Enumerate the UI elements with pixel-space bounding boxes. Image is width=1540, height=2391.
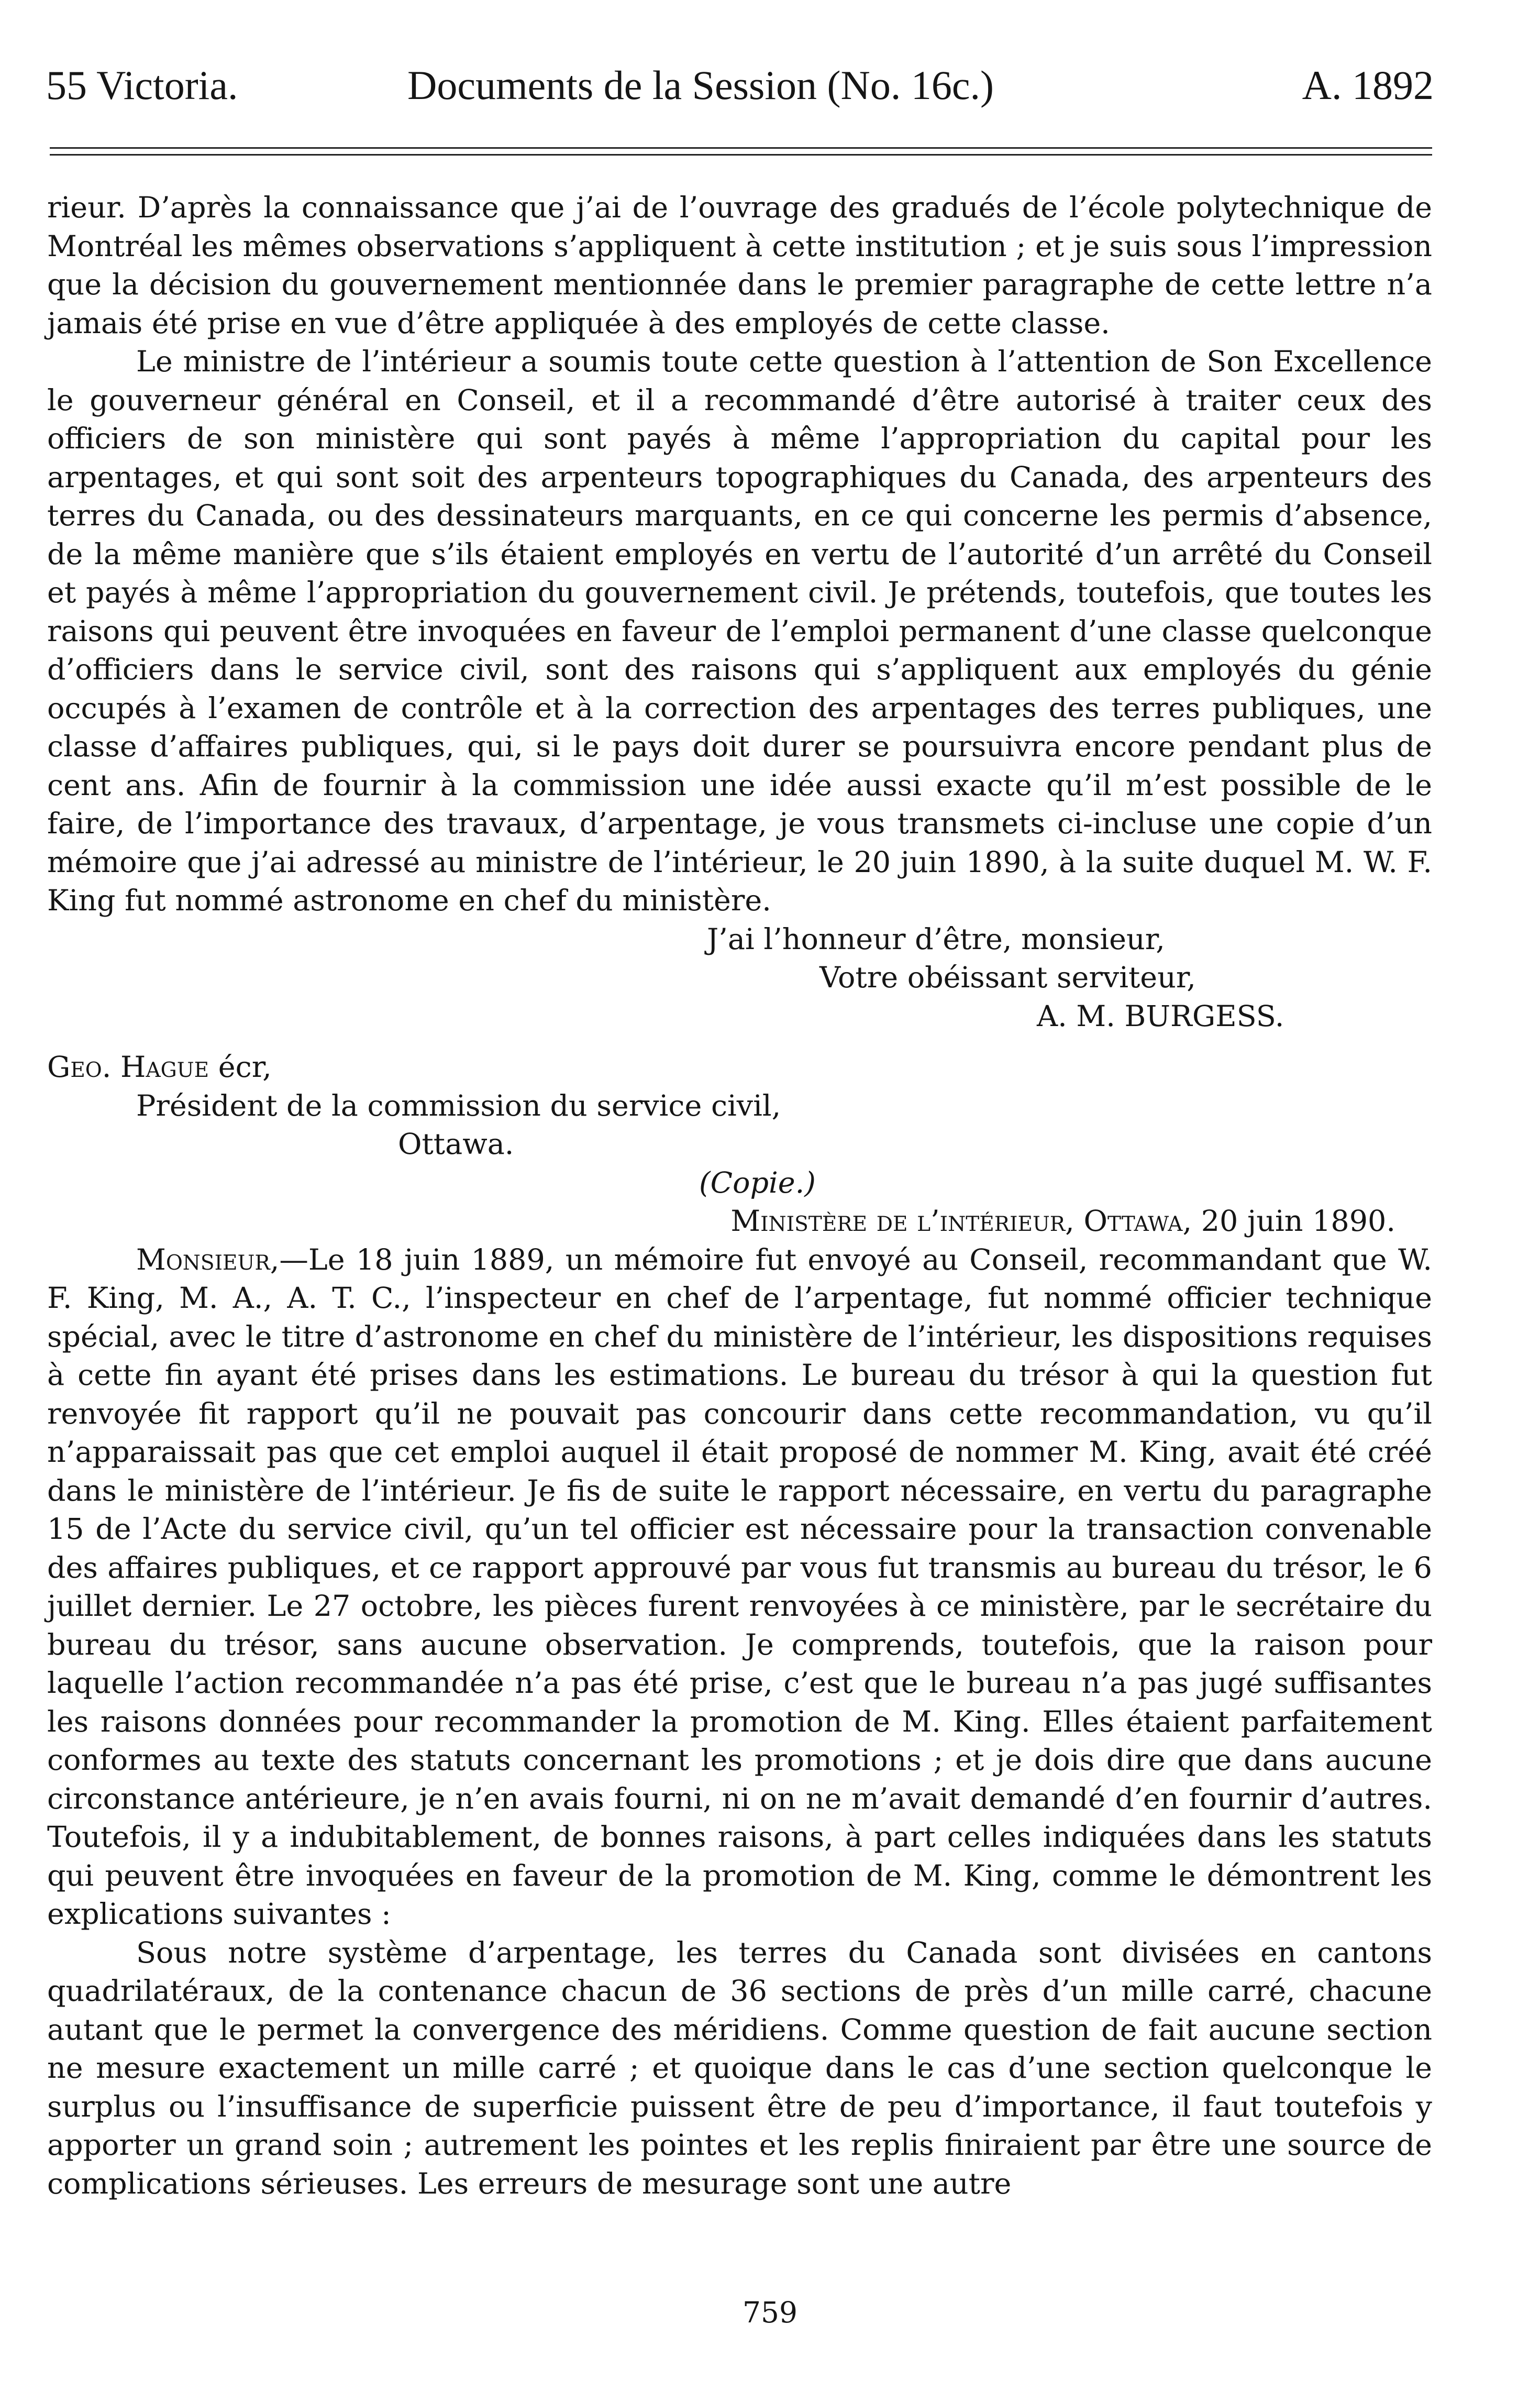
ministry-name: Ministère de l’intérieur, Ottawa, [730,1204,1192,1238]
paragraph-survey-system: Sous notre système d’arpentage, les terres du Canada sont divisées en cantons quadrilatéraux, de la contenance chacun de 36 sections de près d’un mille carré, chacune autant que le permet la convergence des méridiens. Comme question de fait aucune section ne mesure exactement un mille carré ; et quoique dans le cas d’une section quelconque le surplus ou l’insuffisance de superficie puissent être de peu d’importance, il faut toutefois y apporter un grand soin ; autrement les pointes et les replis finiraient par être une source de complications sérieuses. Les erreurs de mesurage sont une autre [47,1935,1432,2201]
body-text [47,189,1432,2203]
paragraph-continuation: rieur. D’après la connaissance que j’ai de l’ouvrage des gradués de l’école polytechnique de Montréal les mêmes observations s’appliquent à cette institution ; et je suis sous l’impression que la décision du gouvernement mentionnée dans le premier paragraphe de cette lettre n’a jamais été prise en vue d’être appliquée à des employés de cette classe. [47,191,1432,340]
salutation: Monsieur, [136,1242,280,1277]
closing-servant: Votre obéissant serviteur, [819,961,1196,995]
header-regnal-year: 55 Victoria. [46,62,238,108]
header-rule-top [50,147,1432,149]
copy-heading: (Copie.) [699,1165,816,1200]
header-document-title: Documents de la Session (No. 16c.) [407,62,994,108]
header-rule-bottom [50,154,1432,156]
ministry-dateline [47,1202,1432,1241]
addressee-name: Geo. Hague [47,1050,209,1084]
addressee-block [47,1048,1432,1164]
running-header [46,62,1434,109]
addressee-city: Ottawa. [398,1127,514,1161]
memo-text: —Le 18 juin 1889, un mémoire fut envoyé au Conseil, recommandant que W. F. King, M. A., A. T. C., l’inspecteur en chef de l’arpentage, fut nommé officier technique spécial, avec le titre d’astronome en chef du ministère de l’intérieur, les dispositions requises à cette fin ayant été prises dans les estimations. Le bureau du trésor à qui la question fut renvoyée fit rapport qu’il ne pouvait pas concourir dans cette recommandation, vu qu’il n’apparaissait pas que cet emploi auquel il était proposé de nommer M. King, avait été créé dans le ministère de l’intérieur. Je fis de suite le rapport nécessaire, en vertu du paragraphe 15 de l’Acte du service civil, qu’un tel officier est nécessaire pour la transaction convenable des affaires publiques, et ce rapport approuvé par vous fut transmis au bureau du trésor, le 6 juillet dernier. Le 27 octobre, les pièces furent renvoyées à ce ministère, par le secrétaire du bureau du trésor, sans aucune observation. Je comprends, toutefois, que la raison pour laquelle l’action recommandée n’a pas été prise, c’est que le bureau n’a pas jugé suffisantes les raisons données pour recommander la promotion de M. King. Elles étaient parfaitement conformes au texte des statuts concernant les promotions ; et je dois dire que dans aucune circonstance antérieure, je n’en avais fourni, ni on ne m’avait demandé d’en fournir d’autres. Toutefois, il y a indubitablement, de bonnes raisons, à part celles indiquées dans les statuts qui peuvent être invoquées en faveur de la promotion de M. King, comme le démontrent les explications suivantes : [47,1242,1432,1931]
addressee-title: Président de la commission du service civil, [136,1088,781,1123]
page-number: 759 [743,2296,797,2329]
signature: A. M. BURGESS. [1037,999,1284,1033]
header-year: A. 1892 [1302,62,1434,108]
paragraph-minister: Le ministre de l’intérieur a soumis toute cette question à l’attention de Son Excellence le gouverneur général en Conseil, et il a recommandé d’être autorisé à traiter ceux des officiers de son ministère qui sont payés à même l’appropriation du capital pour les arpentages, et qui sont soit des arpenteurs topographiques du Canada, des arpenteurs des terres du Canada, ou des dessinateurs marquants, en ce qui concerne les permis d’absence, de la même manière que s’ils étaient employés en vertu de l’autorité d’un arrêté du Conseil et payés à même l’appropriation du gouvernement civil. Je prétends, toutefois, que toutes les raisons qui peuvent être invoquées en faveur de l’emploi permanent d’une classe quelconque d’officiers dans le service civil, sont des raisons qui s’appliquent aux employés du génie occupés à l’examen de contrôle et à la correction des arpentages des terres publiques, une classe d’affaires publiques, qui, si le pays doit durer se poursuivra encore pendant plus de cent ans. Afin de fournir à la commission une idée aussi exacte qu’il m’est possible de le faire, de l’importance des travaux, d’arpentage, je vous transmets ci-incluse une copie d’un mémoire que j’ai adressé au ministre de l’intérieur, le 20 juin 1890, à la suite duquel M. W. F. King fut nommé astronome en chef du ministère. [47,345,1432,918]
paragraph-memo [47,1241,1432,1934]
addressee-suffix: écr, [209,1050,272,1084]
ministry-date: 20 juin 1890. [1192,1204,1395,1238]
addressee-name-line [47,1048,1432,1087]
closing-formula: J’ai l’honneur d’être, monsieur, [707,922,1165,956]
